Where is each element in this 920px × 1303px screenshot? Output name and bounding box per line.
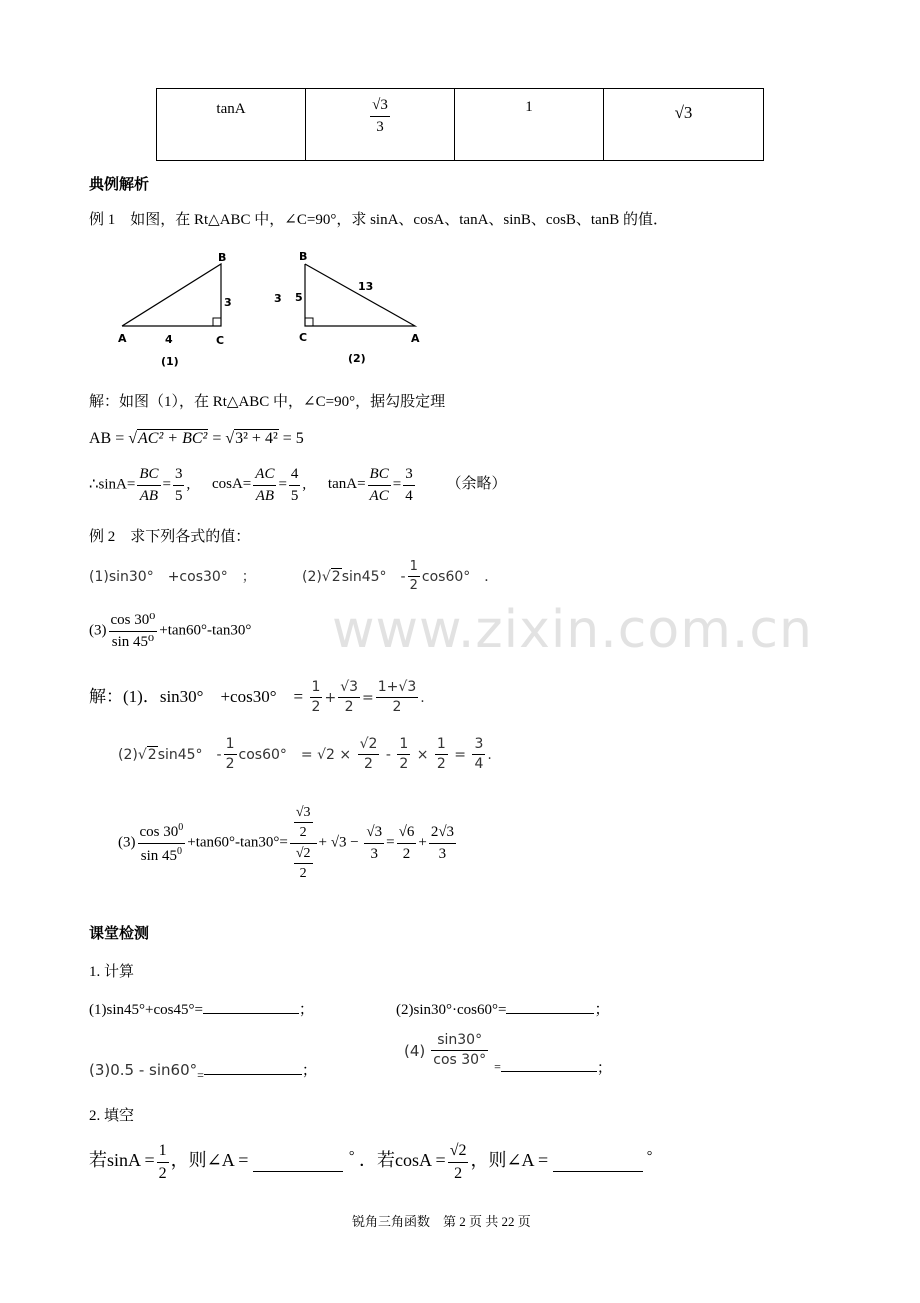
side-bc-length: 3	[224, 296, 232, 309]
line3-middle: +tan60°-tan30°=	[187, 834, 288, 851]
triangle-figures	[110, 246, 440, 370]
figure-2	[274, 250, 420, 365]
question-2-title: 2. 填空	[89, 1108, 135, 1124]
fraction-4-5: $\frac{4}{5}$	[290, 466, 299, 504]
table-cell-tana	[157, 89, 306, 161]
calc-d-prefix: (4)	[404, 1041, 426, 1060]
degree-sign: °	[646, 1149, 653, 1165]
line1-prefix: 解：(1)．sin30° +cos30° =	[89, 686, 304, 706]
figure-1	[118, 251, 232, 368]
fill-part2: ，则∠A =	[170, 1150, 249, 1171]
calc-c-text: (3)0.5 - sin60°	[89, 1061, 198, 1079]
answer-blank[interactable]	[506, 1013, 594, 1014]
cos-label: cosA=	[211, 476, 252, 493]
question-1-title: 1. 计算	[89, 964, 135, 980]
vertex-a: A	[411, 332, 420, 345]
side-ab-length: 13	[358, 280, 374, 293]
line2-middle: sin45° -	[157, 746, 222, 763]
section-heading-check: 课堂检测	[89, 926, 150, 942]
sqrt-expression: √AC² + BC²	[128, 430, 208, 447]
q3-numerator: cos 30⁰	[109, 612, 158, 632]
vertex-b: B	[299, 250, 308, 263]
ab-prefix: AB =	[89, 430, 125, 447]
triangle-1	[122, 264, 221, 326]
figure-1-caption: (1)	[161, 355, 179, 368]
q3-denominator: sin 45⁰	[111, 633, 155, 650]
side-bc-length: 5	[295, 291, 303, 304]
solution-1-intro: 解：如图（1），在 Rt△ABC 中，∠C=90°，据勾股定理	[89, 394, 446, 410]
q2-suffix: cos60° ．	[421, 568, 499, 585]
fill-in-line: 若sinA = $\frac{1}{2}$ ，则∠A = ° ．若cosA = $\frac{√2}{2}$ ，则∠A = °	[89, 1142, 653, 1182]
fraction-3-4: $\frac{3}{4}$	[405, 466, 413, 504]
answer-blank[interactable]	[553, 1171, 643, 1172]
table-cell-frac	[306, 89, 455, 161]
q3-prefix: (3)	[89, 622, 107, 639]
fraction-numerator: √3	[370, 97, 390, 117]
vertex-c: C	[299, 331, 308, 344]
line3-prefix: (3)	[118, 834, 136, 851]
section-heading-examples: 典例解析	[89, 177, 150, 193]
sin-label: ∴sinA=	[89, 476, 136, 493]
q3-suffix: +tan60°-tan30°	[159, 622, 252, 639]
vertex-b: B	[218, 251, 227, 264]
radicand: AC² + BC²	[138, 430, 208, 447]
table-cell-sqrt3	[604, 89, 764, 161]
example-2-title: 例 2 求下列各式的值：	[89, 529, 251, 545]
q3-fraction	[109, 612, 158, 650]
fraction-ac-ab: $\frac{AC}{AB}$	[255, 466, 275, 504]
degree-sign: °	[348, 1149, 355, 1165]
radicand-numeric: 3² + 4²	[235, 430, 278, 447]
calc-c	[89, 1059, 317, 1083]
fraction-bc-ac: $\frac{BC}{AC}$	[369, 466, 389, 504]
calc-d	[404, 1033, 612, 1077]
example-2-q1: (1)sin30° +cos30° ；	[89, 569, 256, 585]
calc-d-numerator: sin30°	[431, 1033, 488, 1051]
fraction-bc-ab: $\frac{BC}{AB}$	[139, 466, 159, 504]
semicolon: ；	[594, 1002, 610, 1018]
semicolon: ；	[298, 1002, 314, 1018]
table-cell-one	[455, 89, 604, 161]
q2-middle: sin45° -	[341, 568, 406, 585]
triangle-2	[305, 264, 415, 326]
ab-equation: AB = √AC² + BC² = √3² + 4² = 5	[89, 430, 304, 447]
right-angle-mark	[305, 318, 313, 326]
calc-a-text: (1)sin45°+cos45°=	[89, 1002, 203, 1018]
calc-d-denominator: cos 30°	[433, 1052, 487, 1069]
semicolon: ；	[596, 1060, 612, 1077]
vertex-c: C	[216, 334, 225, 347]
q2-prefix: (2)	[302, 568, 322, 585]
row-label: tanA	[216, 101, 246, 117]
vertex-a: A	[118, 332, 127, 345]
answer-blank[interactable]	[253, 1171, 343, 1172]
side-ac-length: 4	[165, 333, 173, 346]
equals: =	[494, 1059, 501, 1074]
calc-d-fraction	[427, 1033, 492, 1069]
line2-prefix: (2)	[118, 746, 138, 763]
calc-a	[89, 998, 314, 1019]
sqrt-numeric: √3² + 4²	[225, 430, 278, 447]
fraction-denominator: 3	[376, 118, 384, 135]
example-1-text: 例 1 如图，在 Rt△ABC 中，∠C=90°，求 sinA、cosA、tanA、sinB、cosB、tanB 的值．	[89, 212, 668, 228]
trig-values-table	[156, 88, 764, 161]
solution-2-line-3: (3) $\frac{\cos 30^0}{\sin 45^0}$ +tan60°-tan30°= $\frac{\frac{√3}{2}}{\frac{√2}{2}}$ + √3 − $\frac{√3}{3}$ = $\frac{√6}{2}$ + $\frac{2√3}{3}$	[118, 805, 455, 882]
ab-result: = 5	[282, 430, 304, 447]
watermark: www.zixin.com.cn	[332, 600, 813, 660]
fraction-3-5: $\frac{3}{5}$	[174, 466, 183, 504]
semicolon: ；	[301, 1063, 317, 1079]
ratio-equations: ∴sinA= $\frac{BC}{AB}$ = $\frac{3}{5}$ , cosA= $\frac{AC}{AB}$ = $\frac{4}{5}$ , tanA= $\frac{BC}{AC}$ = $\frac{3}{4}$ （余略）	[89, 466, 507, 504]
solution-2-line-2: (2)√2sin45° - $\frac{1}{2}$ cos60° = √2 × $\frac{√2}{2}$ - $\frac{1}{2}$ × $\frac{1}{2}$ = $\frac{3}{4}$ .	[118, 736, 492, 773]
cell-value: √3	[674, 103, 693, 122]
cell-value: 1	[525, 99, 533, 115]
page-footer: 锐角三角函数 第 2 页 共 22 页	[352, 1214, 531, 1229]
right-angle-mark	[213, 318, 221, 326]
example-2-q2: (2)√2sin45° - $\frac{1}{2}$ cos60° ．	[302, 559, 499, 594]
fraction-sqrt3-over-3	[370, 97, 390, 135]
fill-part4: ，则∠A =	[470, 1150, 549, 1171]
equals: =	[197, 1068, 204, 1082]
fill-part1: 若sinA =	[89, 1150, 155, 1171]
figure-2-caption: (2)	[348, 352, 366, 365]
tan-label: tanA=	[327, 476, 366, 493]
side-label-left: 3	[274, 292, 282, 305]
calc-b-text: (2)sin30°·cos60°=	[396, 1002, 507, 1018]
calc-b	[396, 998, 609, 1019]
fill-part3: ．若cosA =	[359, 1150, 446, 1171]
answer-blank[interactable]	[203, 1013, 299, 1014]
omitted-note: （余略）	[446, 476, 507, 493]
solution-2-line-1: 解：(1)．sin30° +cos30° = $\frac{1}{2}$ + $\frac{√3}{2}$ = $\frac{1+√3}{2}$ .	[89, 679, 425, 716]
line2-suffix: cos60° =	[238, 746, 313, 763]
answer-blank[interactable]	[501, 1071, 597, 1072]
answer-blank[interactable]	[204, 1074, 302, 1075]
example-2-q3	[89, 612, 251, 650]
